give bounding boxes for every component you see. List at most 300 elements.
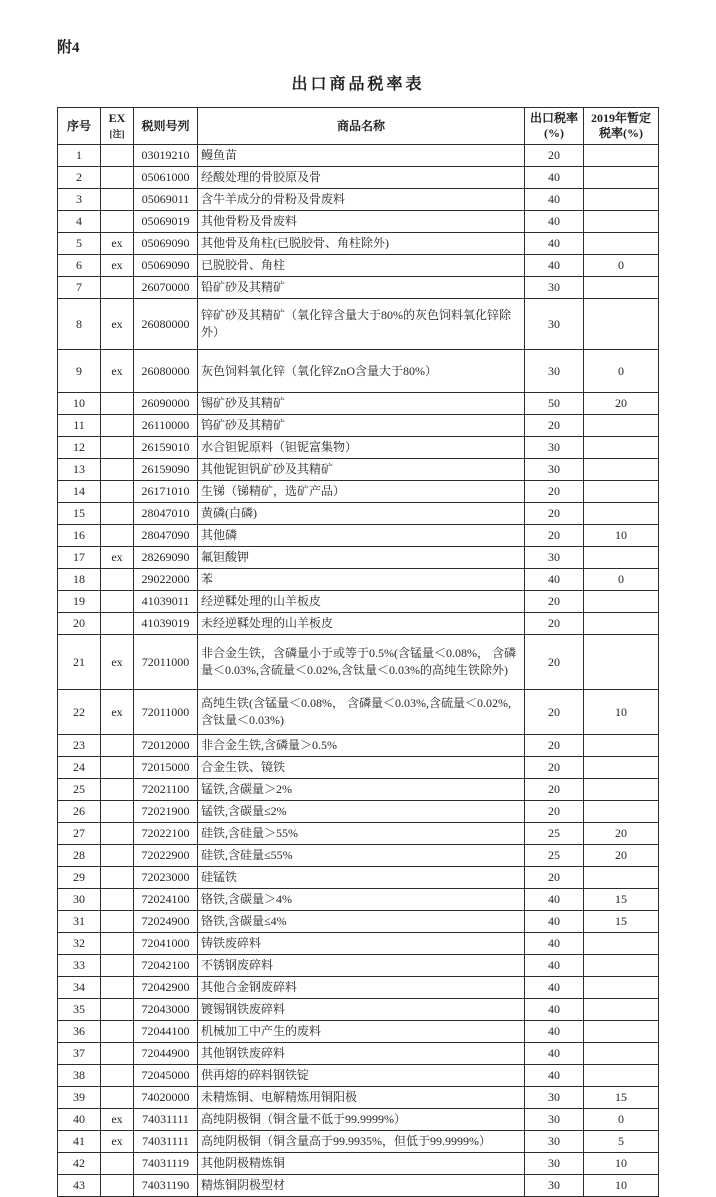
cell-serial: 24	[58, 757, 101, 779]
table-row	[58, 547, 659, 569]
cell-product-name: 未经逆鞣处理的山羊板皮	[198, 613, 525, 635]
table-row	[58, 233, 659, 255]
cell-product-name: 硅铁,含硅量≤55%	[198, 845, 525, 867]
cell-serial: 36	[58, 1021, 101, 1043]
cell-export-rate: 20	[525, 503, 584, 525]
cell-serial: 33	[58, 955, 101, 977]
table-row	[58, 889, 659, 911]
cell-provisional-rate	[584, 1065, 659, 1087]
cell-ex-flag	[101, 933, 134, 955]
cell-product-name: 硅锰铁	[198, 867, 525, 889]
cell-serial: 29	[58, 867, 101, 889]
cell-provisional-rate: 15	[584, 889, 659, 911]
col-header-provisional-rate-line1: 2019年暂定	[590, 111, 651, 125]
col-header-serial	[58, 108, 101, 145]
cell-ex-flag	[101, 481, 134, 503]
cell-product-name: 其他合金钢废碎料	[198, 977, 525, 999]
col-header-tariff-code	[134, 108, 198, 145]
cell-provisional-rate	[584, 145, 659, 167]
cell-tariff-code: 74020000	[134, 1087, 198, 1109]
cell-tariff-code: 72041000	[134, 933, 198, 955]
cell-provisional-rate	[584, 977, 659, 999]
table-row	[58, 459, 659, 481]
cell-product-name: 硅铁,含硅量＞55%	[198, 823, 525, 845]
cell-tariff-code: 72043000	[134, 999, 198, 1021]
cell-tariff-code: 72042900	[134, 977, 198, 999]
cell-serial: 38	[58, 1065, 101, 1087]
cell-serial: 15	[58, 503, 101, 525]
cell-ex-flag	[101, 145, 134, 167]
cell-product-name: 机械加工中产生的废料	[198, 1021, 525, 1043]
cell-product-name: 已脱胶骨、角柱	[198, 255, 525, 277]
cell-provisional-rate	[584, 211, 659, 233]
cell-ex-flag: ex	[101, 690, 134, 735]
cell-tariff-code: 72044100	[134, 1021, 198, 1043]
cell-serial: 27	[58, 823, 101, 845]
cell-serial: 10	[58, 393, 101, 415]
cell-ex-flag	[101, 999, 134, 1021]
cell-provisional-rate: 10	[584, 1153, 659, 1175]
cell-product-name: 合金生铁、镜铁	[198, 757, 525, 779]
cell-tariff-code: 26070000	[134, 277, 198, 299]
cell-product-name: 高纯生铁(含锰量＜0.08%， 含磷量＜0.03%,含硫量＜0.02%, 含钛量＜0.03%)	[198, 690, 525, 735]
cell-serial: 2	[58, 167, 101, 189]
cell-export-rate: 40	[525, 889, 584, 911]
table-row	[58, 350, 659, 393]
cell-export-rate: 40	[525, 955, 584, 977]
cell-provisional-rate	[584, 635, 659, 690]
cell-provisional-rate: 5	[584, 1131, 659, 1153]
cell-ex-flag	[101, 1087, 134, 1109]
cell-product-name: 其他铌钽钒矿砂及其精矿	[198, 459, 525, 481]
cell-product-name: 未精炼铜、电解精炼用铜阳极	[198, 1087, 525, 1109]
cell-provisional-rate: 10	[584, 690, 659, 735]
table-row	[58, 977, 659, 999]
cell-ex-flag	[101, 1153, 134, 1175]
table-body	[58, 145, 659, 1197]
cell-product-name: 经酸处理的骨胶原及骨	[198, 167, 525, 189]
cell-ex-flag	[101, 1021, 134, 1043]
cell-tariff-code: 72011000	[134, 635, 198, 690]
cell-provisional-rate: 15	[584, 911, 659, 933]
col-header-provisional-rate-line2: 税率(%)	[599, 126, 643, 140]
cell-serial: 40	[58, 1109, 101, 1131]
cell-product-name: 灰色饲料氧化锌（氧化锌ZnO含量大于80%）	[198, 350, 525, 393]
cell-serial: 37	[58, 1043, 101, 1065]
cell-tariff-code: 72024100	[134, 889, 198, 911]
col-header-export-rate-line2: (%)	[544, 126, 564, 140]
table-row	[58, 845, 659, 867]
cell-tariff-code: 05069090	[134, 233, 198, 255]
cell-tariff-code: 72021900	[134, 801, 198, 823]
col-header-product-name-label: 商品名称	[336, 118, 385, 133]
cell-export-rate: 30	[525, 1175, 584, 1197]
table-row	[58, 779, 659, 801]
cell-ex-flag	[101, 415, 134, 437]
cell-product-name: 铅矿砂及其精矿	[198, 277, 525, 299]
cell-ex-flag	[101, 1043, 134, 1065]
cell-product-name: 钨矿砂及其精矿	[198, 415, 525, 437]
cell-provisional-rate	[584, 277, 659, 299]
table-row	[58, 823, 659, 845]
cell-tariff-code: 26110000	[134, 415, 198, 437]
cell-tariff-code: 72045000	[134, 1065, 198, 1087]
cell-tariff-code: 74031111	[134, 1131, 198, 1153]
table-row	[58, 999, 659, 1021]
cell-ex-flag: ex	[101, 350, 134, 393]
cell-provisional-rate	[584, 437, 659, 459]
cell-product-name: 供再熔的碎料钢铁锭	[198, 1065, 525, 1087]
cell-export-rate: 40	[525, 167, 584, 189]
cell-tariff-code: 72023000	[134, 867, 198, 889]
cell-ex-flag	[101, 735, 134, 757]
cell-export-rate: 40	[525, 1043, 584, 1065]
col-header-export-rate-line1: 出口税率	[529, 111, 578, 125]
table-row	[58, 569, 659, 591]
cell-product-name: 黄磷(白磷)	[198, 503, 525, 525]
cell-export-rate: 20	[525, 145, 584, 167]
cell-tariff-code: 72015000	[134, 757, 198, 779]
col-header-product-name	[198, 108, 525, 145]
cell-provisional-rate	[584, 481, 659, 503]
cell-provisional-rate	[584, 801, 659, 823]
cell-provisional-rate: 10	[584, 525, 659, 547]
table-row	[58, 757, 659, 779]
cell-tariff-code: 72021100	[134, 779, 198, 801]
cell-ex-flag	[101, 1175, 134, 1197]
cell-serial: 22	[58, 690, 101, 735]
cell-provisional-rate: 10	[584, 1175, 659, 1197]
page-title: 出口商品税率表	[291, 76, 425, 93]
table-row	[58, 867, 659, 889]
cell-tariff-code: 72024900	[134, 911, 198, 933]
cell-export-rate: 25	[525, 823, 584, 845]
cell-export-rate: 30	[525, 350, 584, 393]
cell-product-name: 经逆鞣处理的山羊板皮	[198, 591, 525, 613]
table-row	[58, 911, 659, 933]
cell-export-rate: 20	[525, 801, 584, 823]
cell-serial: 26	[58, 801, 101, 823]
cell-provisional-rate	[584, 1021, 659, 1043]
cell-provisional-rate	[584, 299, 659, 350]
table-row	[58, 690, 659, 735]
cell-provisional-rate	[584, 547, 659, 569]
cell-export-rate: 30	[525, 437, 584, 459]
cell-ex-flag	[101, 867, 134, 889]
cell-provisional-rate	[584, 999, 659, 1021]
cell-export-rate: 40	[525, 999, 584, 1021]
cell-provisional-rate	[584, 415, 659, 437]
cell-export-rate: 20	[525, 867, 584, 889]
col-header-tariff-code-label: 税则号列	[141, 118, 190, 133]
table-row	[58, 299, 659, 350]
cell-serial: 20	[58, 613, 101, 635]
table-row	[58, 437, 659, 459]
table-row	[58, 955, 659, 977]
table-row	[58, 145, 659, 167]
cell-tariff-code: 28047010	[134, 503, 198, 525]
cell-provisional-rate: 20	[584, 823, 659, 845]
cell-product-name: 铬铁,含碳量＞4%	[198, 889, 525, 911]
cell-ex-flag: ex	[101, 1131, 134, 1153]
cell-export-rate: 30	[525, 547, 584, 569]
cell-tariff-code: 72022100	[134, 823, 198, 845]
cell-ex-flag	[101, 977, 134, 999]
cell-ex-flag	[101, 1065, 134, 1087]
cell-product-name: 含牛羊成分的骨粉及骨废料	[198, 189, 525, 211]
cell-serial: 28	[58, 845, 101, 867]
table-row	[58, 1065, 659, 1087]
cell-serial: 31	[58, 911, 101, 933]
cell-provisional-rate	[584, 503, 659, 525]
cell-export-rate: 50	[525, 393, 584, 415]
cell-tariff-code: 74031111	[134, 1109, 198, 1131]
cell-ex-flag: ex	[101, 1109, 134, 1131]
cell-export-rate: 40	[525, 189, 584, 211]
table-row	[58, 735, 659, 757]
cell-product-name: 非合金生铁，含磷量小于或等于0.5%(含锰量＜0.08%， 含磷量＜0.03%,含硫量＜0.02%,含钛量＜0.03%的高纯生铁除外)	[198, 635, 525, 690]
cell-export-rate: 20	[525, 613, 584, 635]
cell-export-rate: 20	[525, 635, 584, 690]
cell-serial: 3	[58, 189, 101, 211]
col-header-ex-label: EX	[108, 111, 126, 125]
table-row	[58, 1175, 659, 1197]
cell-ex-flag: ex	[101, 255, 134, 277]
cell-serial: 18	[58, 569, 101, 591]
cell-serial: 42	[58, 1153, 101, 1175]
cell-export-rate: 30	[525, 459, 584, 481]
cell-serial: 16	[58, 525, 101, 547]
cell-ex-flag	[101, 393, 134, 415]
cell-provisional-rate	[584, 867, 659, 889]
cell-provisional-rate: 0	[584, 1109, 659, 1131]
table-row	[58, 255, 659, 277]
cell-product-name: 锌矿砂及其精矿（氧化锌含量大于80%的灰色饲料氧化锌除外）	[198, 299, 525, 350]
cell-serial: 23	[58, 735, 101, 757]
cell-serial: 34	[58, 977, 101, 999]
col-header-ex-note: [注]	[109, 129, 125, 139]
cell-serial: 35	[58, 999, 101, 1021]
cell-export-rate: 40	[525, 911, 584, 933]
cell-export-rate: 20	[525, 779, 584, 801]
cell-product-name: 不锈钢废碎料	[198, 955, 525, 977]
table-row	[58, 415, 659, 437]
cell-export-rate: 20	[525, 525, 584, 547]
table-row	[58, 1153, 659, 1175]
cell-product-name: 其他磷	[198, 525, 525, 547]
cell-serial: 14	[58, 481, 101, 503]
cell-serial: 11	[58, 415, 101, 437]
table-header-row	[58, 108, 659, 145]
tariff-rate-table	[57, 107, 659, 1197]
table-row	[58, 189, 659, 211]
cell-serial: 32	[58, 933, 101, 955]
col-header-ex	[101, 108, 134, 145]
cell-product-name: 镀锡钢铁废碎料	[198, 999, 525, 1021]
table-row	[58, 801, 659, 823]
cell-ex-flag: ex	[101, 635, 134, 690]
cell-serial: 4	[58, 211, 101, 233]
cell-serial: 25	[58, 779, 101, 801]
cell-tariff-code: 05061000	[134, 167, 198, 189]
cell-serial: 1	[58, 145, 101, 167]
cell-export-rate: 40	[525, 977, 584, 999]
cell-export-rate: 30	[525, 1087, 584, 1109]
cell-ex-flag	[101, 889, 134, 911]
table-row	[58, 591, 659, 613]
cell-tariff-code: 26090000	[134, 393, 198, 415]
cell-tariff-code: 72011000	[134, 690, 198, 735]
cell-export-rate: 20	[525, 690, 584, 735]
cell-tariff-code: 41039011	[134, 591, 198, 613]
cell-export-rate: 40	[525, 1065, 584, 1087]
cell-tariff-code: 74031190	[134, 1175, 198, 1197]
cell-provisional-rate	[584, 933, 659, 955]
cell-tariff-code: 28047090	[134, 525, 198, 547]
cell-provisional-rate	[584, 779, 659, 801]
table-row	[58, 277, 659, 299]
cell-tariff-code: 05069090	[134, 255, 198, 277]
cell-provisional-rate: 0	[584, 350, 659, 393]
cell-provisional-rate	[584, 613, 659, 635]
table-row	[58, 613, 659, 635]
table-row	[58, 635, 659, 690]
cell-provisional-rate: 20	[584, 393, 659, 415]
table-row	[58, 481, 659, 503]
cell-product-name: 水合钽铌原料（钽铌富集物）	[198, 437, 525, 459]
cell-provisional-rate: 15	[584, 1087, 659, 1109]
cell-tariff-code: 28269090	[134, 547, 198, 569]
cell-ex-flag	[101, 591, 134, 613]
table-row	[58, 933, 659, 955]
cell-export-rate: 40	[525, 1021, 584, 1043]
cell-tariff-code: 72022900	[134, 845, 198, 867]
table-row	[58, 1021, 659, 1043]
cell-ex-flag: ex	[101, 299, 134, 350]
cell-provisional-rate: 0	[584, 255, 659, 277]
cell-ex-flag	[101, 211, 134, 233]
cell-provisional-rate	[584, 459, 659, 481]
cell-product-name: 铬铁,含碳量≤4%	[198, 911, 525, 933]
cell-ex-flag	[101, 437, 134, 459]
cell-product-name: 高纯阴极铜（铜含量高于99.9935%，但低于99.9999%）	[198, 1131, 525, 1153]
cell-provisional-rate	[584, 167, 659, 189]
cell-serial: 39	[58, 1087, 101, 1109]
cell-tariff-code: 26080000	[134, 350, 198, 393]
table-row	[58, 1109, 659, 1131]
cell-serial: 7	[58, 277, 101, 299]
cell-ex-flag	[101, 613, 134, 635]
cell-ex-flag	[101, 167, 134, 189]
cell-product-name: 铸铁废碎料	[198, 933, 525, 955]
cell-export-rate: 40	[525, 233, 584, 255]
cell-ex-flag	[101, 823, 134, 845]
cell-tariff-code: 74031119	[134, 1153, 198, 1175]
cell-tariff-code: 72042100	[134, 955, 198, 977]
cell-ex-flag	[101, 955, 134, 977]
cell-product-name: 生锑（锑精矿，选矿产品）	[198, 481, 525, 503]
cell-provisional-rate: 0	[584, 569, 659, 591]
cell-provisional-rate	[584, 233, 659, 255]
table-row	[58, 525, 659, 547]
cell-export-rate: 40	[525, 255, 584, 277]
cell-ex-flag	[101, 459, 134, 481]
cell-export-rate: 20	[525, 735, 584, 757]
table-row	[58, 1043, 659, 1065]
cell-tariff-code: 26159010	[134, 437, 198, 459]
cell-product-name: 其他阴极精炼铜	[198, 1153, 525, 1175]
cell-product-name: 高纯阴极铜（铜含量不低于99.9999%）	[198, 1109, 525, 1131]
cell-export-rate: 30	[525, 1131, 584, 1153]
cell-tariff-code: 29022000	[134, 569, 198, 591]
cell-tariff-code: 26171010	[134, 481, 198, 503]
cell-provisional-rate	[584, 735, 659, 757]
cell-serial: 17	[58, 547, 101, 569]
cell-tariff-code: 72044900	[134, 1043, 198, 1065]
cell-product-name: 精炼铜阴极型材	[198, 1175, 525, 1197]
col-header-provisional-rate	[584, 108, 659, 145]
cell-product-name: 苯	[198, 569, 525, 591]
cell-provisional-rate	[584, 1043, 659, 1065]
table-row	[58, 211, 659, 233]
cell-serial: 43	[58, 1175, 101, 1197]
cell-ex-flag	[101, 911, 134, 933]
cell-export-rate: 25	[525, 845, 584, 867]
cell-provisional-rate	[584, 757, 659, 779]
cell-tariff-code: 05069011	[134, 189, 198, 211]
cell-provisional-rate	[584, 189, 659, 211]
cell-product-name: 其他钢铁废碎料	[198, 1043, 525, 1065]
cell-export-rate: 30	[525, 299, 584, 350]
table-row	[58, 167, 659, 189]
cell-ex-flag	[101, 503, 134, 525]
cell-product-name: 其他骨及角柱(已脱胶骨、角柱除外)	[198, 233, 525, 255]
cell-product-name: 鳗鱼苗	[198, 145, 525, 167]
cell-tariff-code: 72012000	[134, 735, 198, 757]
cell-serial: 41	[58, 1131, 101, 1153]
cell-tariff-code: 41039019	[134, 613, 198, 635]
cell-ex-flag	[101, 569, 134, 591]
cell-ex-flag	[101, 277, 134, 299]
cell-serial: 19	[58, 591, 101, 613]
cell-product-name: 锰铁,含碳量＞2%	[198, 779, 525, 801]
cell-serial: 13	[58, 459, 101, 481]
cell-ex-flag: ex	[101, 547, 134, 569]
cell-serial: 12	[58, 437, 101, 459]
cell-ex-flag	[101, 757, 134, 779]
cell-export-rate: 30	[525, 277, 584, 299]
cell-tariff-code: 26080000	[134, 299, 198, 350]
col-header-serial-label: 序号	[66, 118, 91, 133]
cell-export-rate: 20	[525, 757, 584, 779]
cell-provisional-rate: 20	[584, 845, 659, 867]
cell-product-name: 锰铁,含碳量≤2%	[198, 801, 525, 823]
table-row	[58, 503, 659, 525]
cell-serial: 6	[58, 255, 101, 277]
cell-product-name: 锡矿砂及其精矿	[198, 393, 525, 415]
cell-ex-flag	[101, 845, 134, 867]
cell-tariff-code: 05069019	[134, 211, 198, 233]
cell-product-name: 其他骨粉及骨废料	[198, 211, 525, 233]
cell-serial: 5	[58, 233, 101, 255]
cell-serial: 9	[58, 350, 101, 393]
cell-export-rate: 40	[525, 569, 584, 591]
table-row	[58, 1087, 659, 1109]
cell-export-rate: 20	[525, 481, 584, 503]
cell-export-rate: 30	[525, 1153, 584, 1175]
cell-export-rate: 40	[525, 211, 584, 233]
table-row	[58, 1131, 659, 1153]
